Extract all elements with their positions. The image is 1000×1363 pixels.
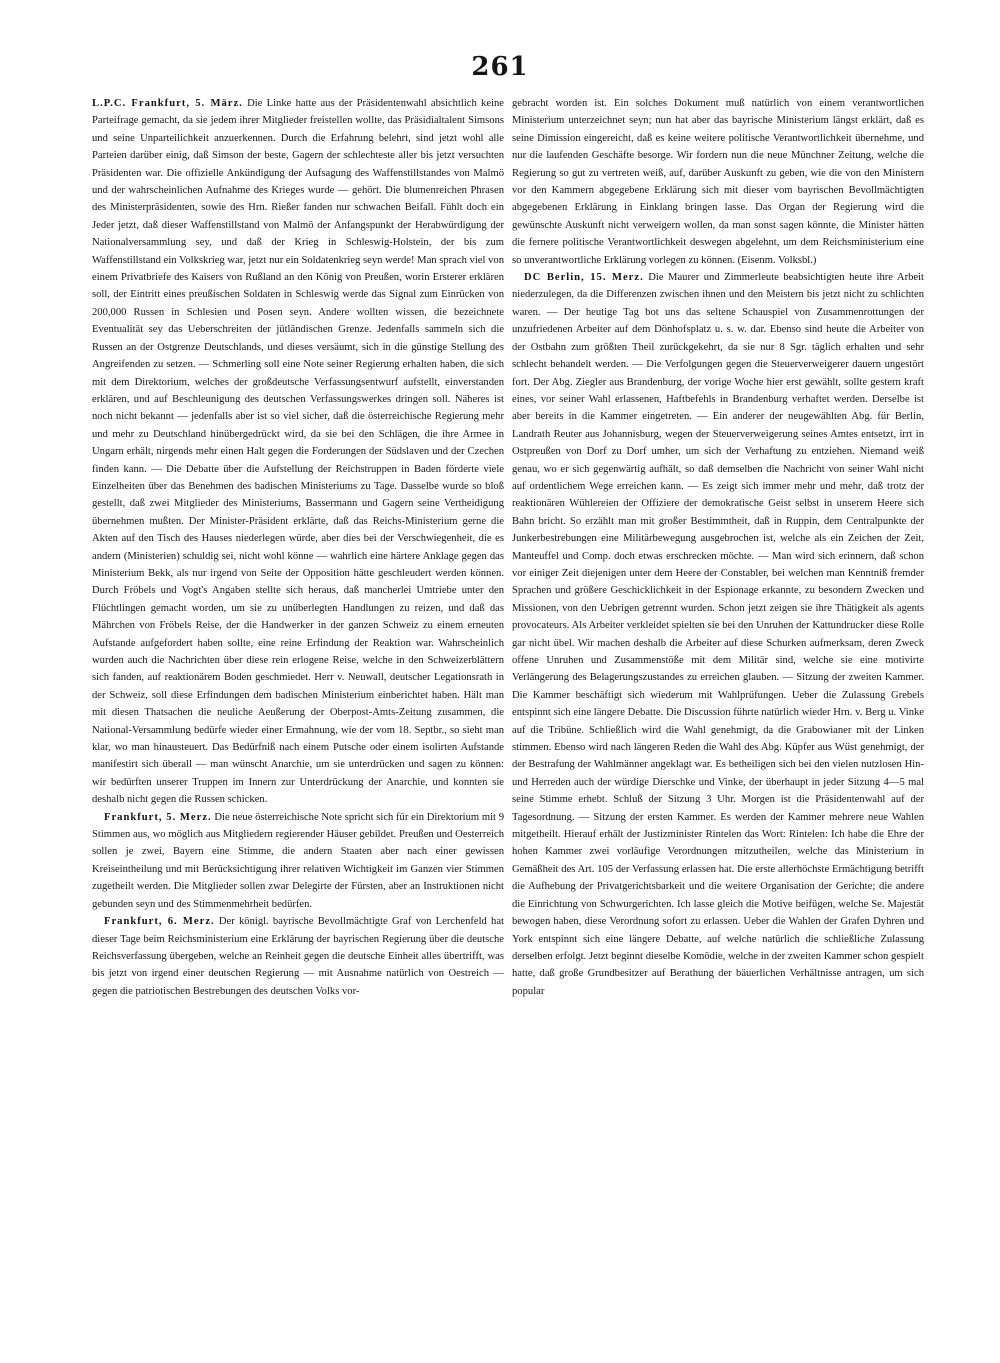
article-text: gebracht worden ist. Ein solches Dokument muß natürlich von einem verantwortlichen Ministerium unterzeichnet seyn; nun hat aber das bayrische Ministerium längst erklärt, daß es seine Dimission eingereicht, daß es keine weitere politische Verantwortlichkeit übernehme, und nur die laufenden Geschäfte besorge. Wir fordern nun die neue Münchner Zeitung, welche die Regierung so gut zu vertreten weiß, auf, darüber Auskunft zu geben, wie die von den Ministern vor den Kammern abgegebene Erklärung sich mit dieser vom bayrischen Bevollmächtigten abgegebenen Erklärung in Einklang bringen lasse. Das Organ der Regierung wird die gewünschte Auskunft nicht verweigern wollen, da man sonst sagen könnte, die Minister hätten die fernere politische Verantwortlichkeit deswegen abgelehnt, um dem Reichsministerium eine so unverantwortliche Erklärung vorlegen zu können. (Eisenm. Volksbl.) [512,98,924,266]
page-number: 261 [471,52,529,82]
dateline: DC Berlin, 15. Merz. [524,272,644,284]
article-frankfurt-6-merz [92,913,504,1000]
left-column [92,95,504,1335]
right-column [512,95,924,1335]
article-text: Die neue österreichische Note spricht sich für ein Direktorium mit 9 Stimmen aus, wo möglich aus Mitgliedern regierender Häuser gebildet. Preußen und Oesterreich sollen je zwei, Bayern eine Stimme, die andern Staaten aber nach einer gewissen Kreiseintheilung und mit Berücksichtigung ihrer relativen Wichtigkeit im Ganzen vier Stimmen zugetheilt werden. Die Mitglieder sollen zwar Delegirte der Fürsten, aber an Instruktionen nicht gebunden seyn und des Stimmenmehrheit bedürfen. [92,811,504,910]
dateline: L.P.C. Frankfurt, 5. März. [92,98,243,109]
article-berlin-15-merz [512,269,924,1000]
article-frankfurt-5-maerz [92,95,504,809]
article-frankfurt-5-merz [92,809,504,913]
article-continuation [512,95,924,269]
dateline: Frankfurt, 6. Merz. [104,916,215,928]
article-text: Die Linke hatte aus der Präsidentenwahl absichtlich keine Parteifrage gemacht, da sie jedem ihrer Mitglieder freistellen wollte, das Präsidialtalent Simsons und seine Unparteilichkeit anzuerkennen. Durch die Erfahrung belehrt, sind jetzt wohl alle Parteien darüber einig, daß Simson der beste, Gagern der schlechteste aller bis jetzt versuchten Präsidenten war. Die offizielle Ankündigung der Aufsagung des Waffenstillstandes von Malmö und der wahrscheinlichen Aufnahme des Krieges wurde — gehört. Die blumenreichen Phrasen des Ministerpräsidenten, sowie des Hrn. Rießer fanden nur schwachen Beifall. Fühlt doch ein Jeder jetzt, daß dieser Waffenstillstand von Malmö der Anfangspunkt der Herabwürdigung der Nationalversammlung sey, und daß der Krieg in Schleswig-Holstein, der bis zum Waffenstillstand ein Volkskrieg war, jetzt nur ein Soldatenkrieg seyn werde! Man sprach viel von einem Privatbriefe des Kaisers von Rußland an den König von Preußen, worin Ersterer erklären soll, der Eintritt eines preußischen Soldaten in Schleswig werde das Signal zum Einrücken von 200,000 Russen in Schlesien und Posen seyn. Andere wollten wissen, die bezeichnete Eventualität sey das Ueberschreiten der jütländischen Grenze. Jedenfalls sammeln sich die Russen an der Ostgrenze Deutschlands, und dieses versäumt, sich in die günstige Stellung des Angreifenden zu setzen. — Schmerling soll eine Note seiner Regierung erhalten haben, die sich mit dem Direktorium, welches der großdeutsche Verfassungsentwurf aufstellt, einverstanden erklären, und auf Beschleunigung des deutschen Verfassungswerkes dringen soll. Näheres ist noch nicht bekannt — jedenfalls aber ist so viel sicher, daß die österreichische Regierung mehr und mehr zu Deutschland hinübergedrückt wird, da sie bei den Schlägen, die ihre Armee in Ungarn erhält, nirgends mehr einen Halt gegen die Forderungen der Südslaven und der Czechen finden kann. — Die Debatte über die Aufstellung der Reichstruppen in Baden förderte viele Einzelheiten über das Benehmen des badischen Ministeriums zu Tage. Dasselbe wurde so bloß gestellt, daß zwei Mitglieder des Ministeriums, Bassermann und Gagern seine Vertheidigung übernehmen mußten. Der Minister-Präsident erklärte, daß das Reichs-Ministerium gerne die Akten auf den Tisch des Hauses niederlegen würde, aber dies bei der Verschwiegenheit, die es andern (Ministerien) schuldig sei, nicht wohl könne — wahrlich eine härtere Anklage gegen das Ministerium Bekk, als nur irgend von Seite der Opposition hätte geschleudert werden können. Durch Fröbels und Vogt's Angaben stellte sich heraus, daß mancherlei Umtriebe unter den Flüchtlingen gemacht worden, um sie zu unüberlegten Handlungen zu reizen, und daß das Mährchen von Fröbels Reise, der die Handwerker in der ganzen Schweiz zu einem erneuten Aufstande aufgefordert haben sollte, eine reine Erfindung der Reaktion war. Wahrscheinlich wurden auch die Nachrichten über diese rein erlogene Reise, welche in den Schweizerblättern sich fanden, auf reaktionärem Boden geschmiedet. Herr v. Neuwall, deutscher Legationsrath in der Schweiz, soll diese Erfindungen dem badischen Ministerium einberichtet haben. Hält man mit diesen Thatsachen die neuliche Aeußerung der Oberpost-Amts-Zeitung zusammen, die National-Versammlung bedürfe wieder einer Ermahnung, wie der vom 18. Septbr., so sieht man klar, wo man hinausteuert. Das Bedürfniß nach einem Putsche oder einem isolirten Aufstande manifestirt sich überall — man wünscht Anarchie, um sie unterdrücken und sagen zu können: wir bedürften unserer Truppen im Innern zur Unterdrückung der Anarchie, und konnten sie deshalb nicht gegen die Russen schicken. [92,98,504,806]
dateline: Frankfurt, 5. Merz. [104,811,212,823]
article-text: Der königl. bayrische Bevollmächtigte Graf von Lerchenfeld hat dieser Tage beim Reichsministerium eine Erklärung der bayrischen Regierung über die deutsche Reichsverfassung übergeben, welche an Reinheit gegen die deutsche Einheit alles übertrifft, was bis jetzt von irgend einer deutschen Regierung — mit Ausnahme natürlich von Oestreich — gegen die patriotischen Bestrebungen des deutschen Volks vor- [92,916,504,997]
article-text: Die Maurer und Zimmerleute beabsichtigten heute ihre Arbeit niederzulegen, da die Differenzen zwischen ihnen und den Meistern bis jetzt nicht zu schlichten waren. — Der heutige Tag bot uns das seltene Schauspiel von Zusammenrottungen der unzufriedenen Arbeiter auf dem Dönhofsplatz u. s. w. dar. Ebenso sind heute die Arbeiter von der Ostbahn zum größten Theil zurückgekehrt, da sie nur 8 Sgr. täglich erhalten und sehr schlecht behandelt werden. — Die Verfolgungen gegen die Steuerverweigerer dauern ungestört fort. Der Abg. Ziegler aus Brandenburg, der vorige Woche hier erst gewählt, sollte gestern kraft eines, vor seiner Wahl erlassenen, Haftbefehls in Brandenburg verhaftet werden. Derselbe ist aber bereits in die Kammer eingetreten. — Ein anderer der neugewählten Abg. für Berlin, Landrath Reuter aus Johannisburg, wegen der Steuerverweigerung seines Amtes entsetzt, irrt in Ostpreußen von Dorf zu Dorf umher, um sich der Verhaftung zu entziehen. Niemand weiß genau, wo er sich gegenwärtig aufhält, so daß demselben die Nachricht von seiner Wahl nicht auf ordentlichem Wege erreichen kann. — Es zeigt sich immer mehr und mehr, daß trotz der reaktionären Wühlereien der Offiziere der demokratische Geist selbst in unserem Heere sich Bahn bricht. So erzählt man mit großer Bestimmtheit, daß in Ruppin, dem Centralpunkte der Junkerbestrebungen eine Militärbewegung ausgebrochen ist, welche als ein Zeichen der Zeit, Manteuffel und Comp. doch etwas erschrecken möchte. — Man wird sich erinnern, daß schon vor einiger Zeit diejenigen unter dem Heere der Constabler, bei welchen man Kenntniß fremder Sprachen und größere Geschicklichkeit in der Espionage erkannte, zu besondern Zwecken und Missionen, von den Uebrigen getrennt wurden. Schon jetzt zeigen sie ihre Thätigkeit als agents provocateurs. Als Arbeiter verkleidet spielten sie bei den Unruhen der Kattundrucker diese Rolle gar nicht übel. Wir machen deshalb die Arbeiter auf diese Schurken aufmerksam, deren Zweck offene Unruhen und Zusammenstöße mit dem Militär sind, welche sie eine motivirte Verlängerung des Belagerungszustandes zu erreichen glauben. — Sitzung der zweiten Kammer. Die Kammer beschäftigt sich wiederum mit Wahlprüfungen. Ueber die Zulassung Grebels entspinnt sich eine längere Debatte. Die Discussion führte natürlich wieder Hrn. v. Berg u. Vinke auf die Tribüne. Schließlich wird die Wahl genehmigt, da die Grabowianer mit der Linken stimmen. Ebenso wird nach längeren Reden die Wahl des Abg. Küpfer aus Wüst genehmigt, der der Bestrafung der Wahlmänner angeklagt war. Es betheiligen sich bei den vielen nutzlosen Hin- und Herreden auch der würdige Dierschke und Vinke, der überhaupt in jeder Sitzung 4—5 mal seine Stimme erhebt. Schluß der Sitzung 3 Uhr. Morgen ist die Präsidentenwahl auf der Tagesordnung. — Sitzung der ersten Kammer. Es werden der Kammer mehrere neue Wahlen mitgetheilt. Hierauf erhält der Justizminister Rintelen das Wort: Rintelen: Ich habe die Ehre der hohen Kammer zwei vorläufige Verordnungen mitzutheilen, welche das Ministerium in Gemäßheit des Art. 105 der Verfassung erlassen hat. Die erste allerhöchste Ermächtigung betrifft die Aufhebung der Privatgerichtsbarkeit und die weitere Organisation der Gerichte; die andere die Einrichtung von Schwurgerichten. Ich lasse gleich die Motive beifügen, welche Se. Majestät bewogen haben, diese Verordnung sofort zu erlassen. Ueber die Wahlen der Grafen Dyhren und York entspinnt sich eine längere Debatte, auf welche natürlich die schließliche Zulassung derselben erfolgt. Jetzt beginnt dieselbe Komödie, welche in der zweiten Kammer schon gespielt hatte, daß große Grundbesitzer auf Berathung der bäuerlichen Verhältnisse antragen, um sich popular [512,272,924,997]
